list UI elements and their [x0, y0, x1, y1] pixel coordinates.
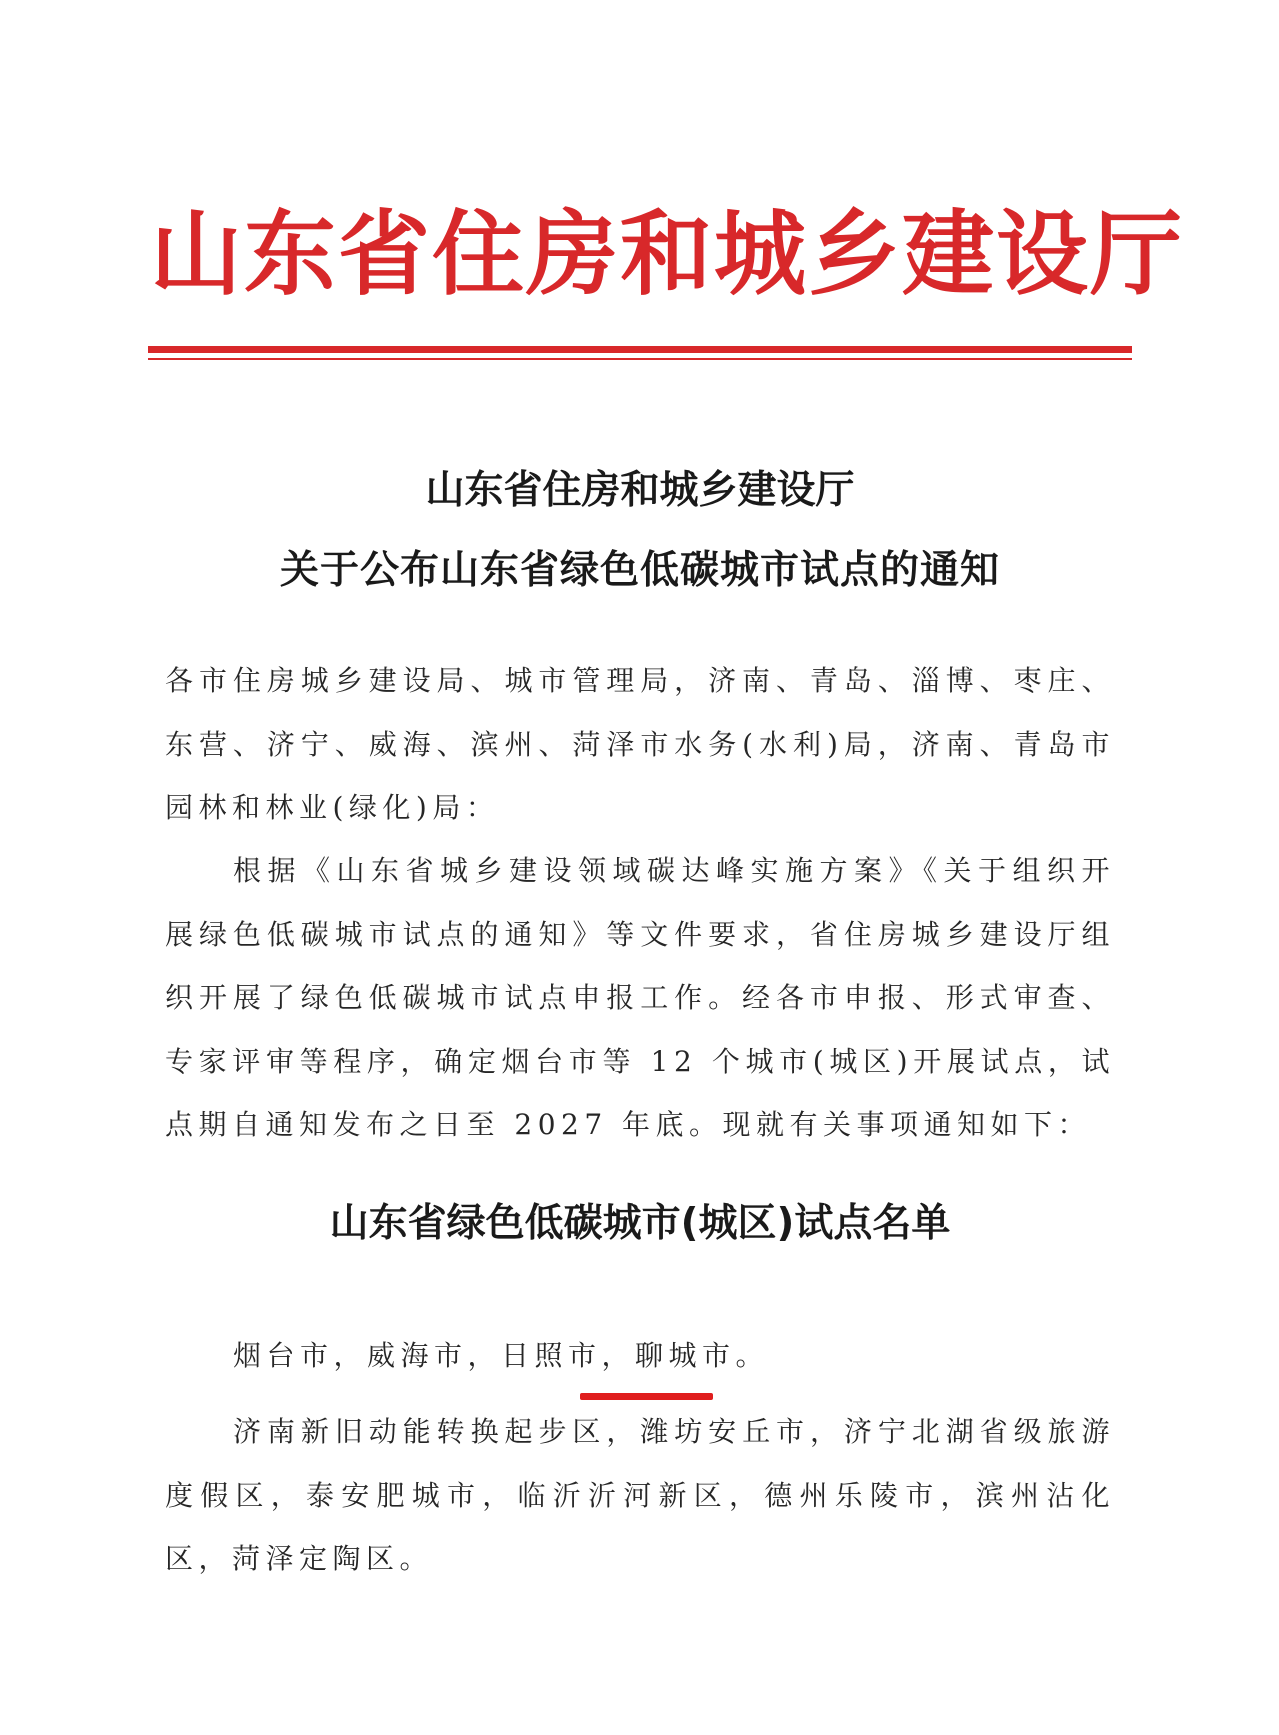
body-paragraph: 根据《山东省城乡建设领域碳达峰实施方案》《关于组织开展绿色低碳城市试点的通知》等文件要求，省住房城乡建设厅组织开展了绿色低碳城市试点申报工作。经各市申报、形式审查、专家评审等程序，确定烟台市等 12 个城市(城区)开展试点，试点期自通知发布之日至 2027 年底。现就有关事项通知如下：	[165, 854, 1115, 1142]
notice-title-line1: 山东省住房和城乡建设厅	[425, 468, 855, 513]
masthead-title: 山东省住房和城乡建设厅	[150, 201, 1185, 308]
masthead-rule-thin	[148, 358, 1132, 360]
pilot-districts-paragraph: 济南新旧动能转换起步区，潍坊安丘市，济宁北湖省级旅游度假区，泰安肥城市，临沂沂河新区，德州乐陵市，滨州沾化区，菏泽定陶区。	[165, 1415, 1115, 1576]
pilot-list-title: 山东省绿色低碳城市(城区)试点名单	[329, 1201, 951, 1246]
red-underline-mark	[580, 1393, 713, 1400]
masthead-rule-thick	[148, 346, 1132, 353]
notice-title-line2: 关于公布山东省绿色低碳城市试点的通知	[279, 548, 1000, 593]
pilot-cities-line: 烟台市，威海市，日照市，聊城市。	[233, 1339, 770, 1372]
addressee-paragraph: 各市住房城乡建设局、城市管理局，济南、青岛、淄博、枣庄、东营、济宁、威海、滨州、菏泽市水务(水利)局，济南、青岛市园林和林业(绿化)局：	[165, 664, 1115, 825]
